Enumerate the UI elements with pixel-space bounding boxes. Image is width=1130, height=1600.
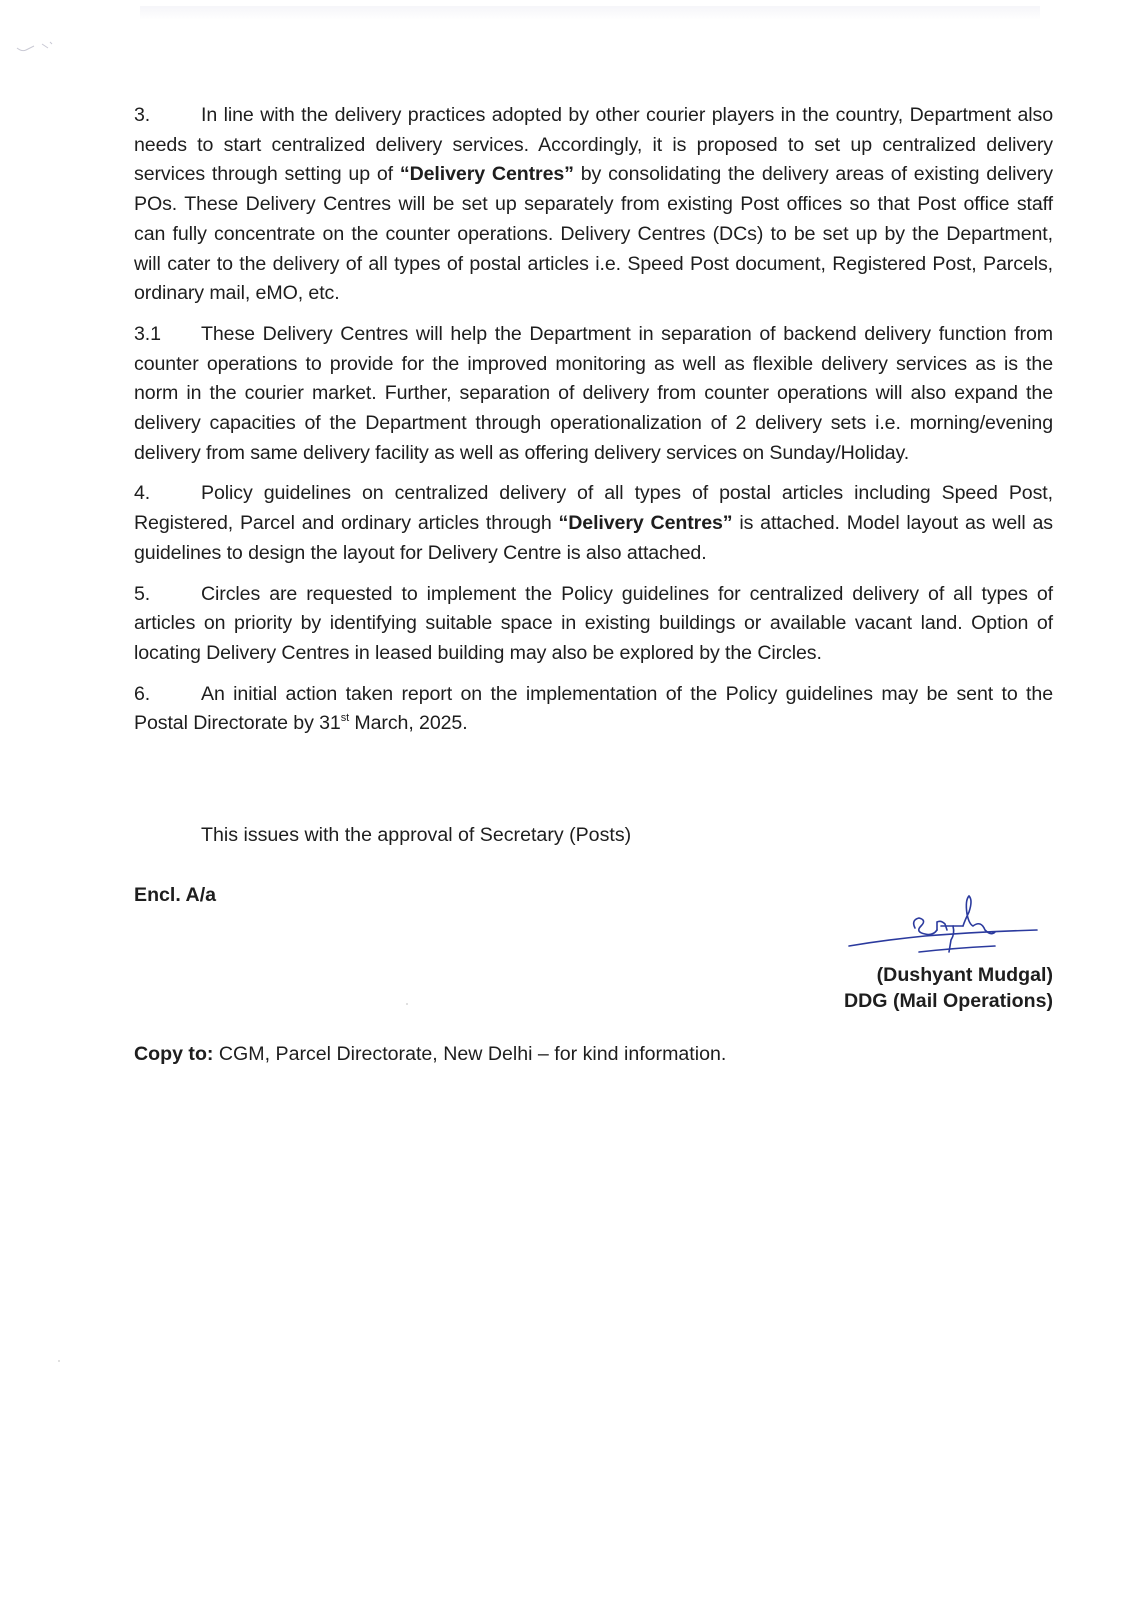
scan-speck — [58, 1360, 60, 1362]
scan-shadow — [140, 6, 1040, 20]
paragraph-number: 3.1 — [134, 322, 161, 345]
approval-line: This issues with the approval of Secretary (Posts) — [201, 824, 632, 846]
signatory-name: (Dushyant Mudgal) — [876, 964, 1053, 986]
paragraph-number: 6. — [134, 682, 151, 705]
paragraph-number: 5. — [134, 582, 151, 605]
paragraph-number: 4. — [134, 482, 151, 505]
ordinal-suffix: st — [340, 712, 350, 725]
enclosure-note: Encl. A/a — [134, 884, 217, 906]
paragraph-number: 3. — [134, 104, 151, 126]
paragraph-4: 4. Policy guidelines on centralized delivery of all types of postal articles including Speed Post, Registered, Parcel and ordinary articles through “Delivery Centres” is attached. Model layout as well as guidelines to design the layout for Delivery Centre is also attached. — [134, 479, 1053, 568]
copy-to-label: Copy to: — [134, 1043, 214, 1065]
signature-icon — [845, 890, 1045, 960]
paragraph-6: 6. An initial action taken report on the implementation of the Policy guidelines may be sent to the Postal Directorate by 31st March, 2025. — [134, 680, 1053, 739]
paragraph-5: 5. Circles are requested to implement the Policy guidelines for centralized delivery of all types of articles on priority by identifying suitable space in existing buildings or available vacant land. Option of locating Delivery Centres in leased building may also be explored by the Circles. — [134, 580, 1053, 669]
signatory-designation: DDG (Mail Operations) — [843, 990, 1053, 1012]
body-text — [134, 101, 1053, 750]
scan-mark-icon — [12, 36, 72, 56]
copy-to-line — [134, 1040, 726, 1069]
paragraph-3: 3. In line with the delivery practices adopted by other courier players in the country, Department also needs to start centralized delivery services. Accordingly, it is proposed to set up centralized delivery services through setting up of “Delivery Centres” by consolidating the delivery areas of existing delivery POs. These Delivery Centres will be set up separately from existing Post offices so that Post office staff can fully concentrate on the counter operations. Delivery Centres (DCs) to be set up by the Department, will cater to the delivery of all types of postal articles i.e. Speed Post document, Registered Post, Parcels, ordinary mail, eMO, etc. — [134, 101, 1053, 309]
signatory-block — [844, 962, 1053, 1014]
delivery-centres-term: “Delivery Centres” — [399, 163, 574, 186]
copy-to-text: CGM, Parcel Directorate, New Delhi – for kind information. — [213, 1043, 727, 1065]
delivery-centres-term: “Delivery Centres” — [558, 512, 733, 535]
scan-speck — [406, 1003, 408, 1005]
paragraph-3-1: 3.1 These Delivery Centres will help the Department in separation of backend delivery function from counter operations to provide for the improved monitoring as well as flexible delivery services as is the norm in the courier market. Further, separation of delivery from counter operations will also expand the delivery capacities of the Department through operationalization of 2 delivery sets i.e. morning/evening delivery from same delivery facility as well as offering delivery services on Sunday/Holiday. — [134, 320, 1053, 469]
